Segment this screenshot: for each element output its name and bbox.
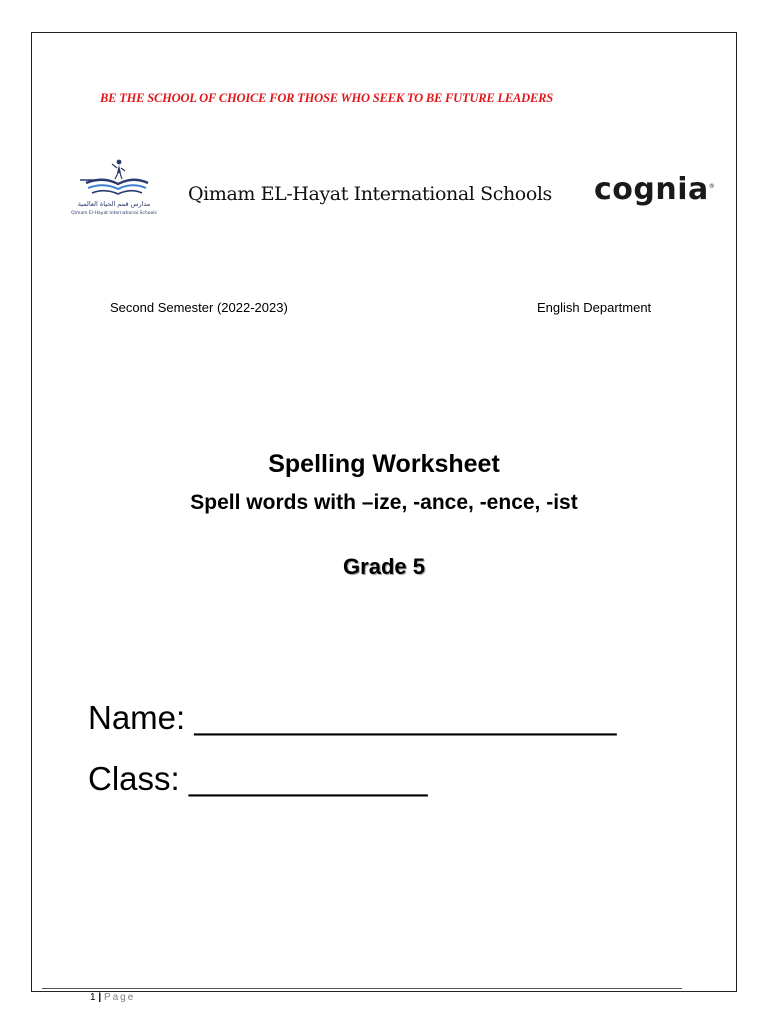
worksheet-title: Spelling Worksheet [268, 450, 500, 478]
department-label: English Department [537, 300, 652, 315]
logo-arabic-text: مدارس قمم الحياة العالمية [77, 200, 151, 208]
footer-rule [42, 988, 682, 989]
cognia-trademark: ® [708, 183, 716, 190]
class-field: Class: _____________ [88, 760, 428, 797]
school-name: Qimam EL-Hayat International Schools [188, 183, 552, 205]
cognia-logo-text: cognia [594, 172, 709, 207]
name-field: Name: _______________________ [88, 699, 617, 736]
worksheet-subtitle: Spell words with –ize, -ance, -ence, -ist [190, 491, 578, 514]
page-label: Page [103, 992, 136, 1003]
page-number: 1 [90, 992, 96, 1003]
school-logo [58, 156, 170, 228]
page-footer [90, 992, 135, 1003]
page-separator: | [98, 992, 102, 1003]
cognia-logo [594, 172, 715, 207]
book-graduate-logo-icon [58, 156, 170, 200]
logo-english-text: Qimam El-Hayat International Schools [71, 211, 157, 216]
semester-label: Second Semester (2022-2023) [110, 300, 288, 315]
school-motto: BE THE SCHOOL OF CHOICE FOR THOSE WHO SEEK TO BE FUTURE LEADERS [100, 91, 554, 105]
worksheet-grade: Grade 5 [343, 554, 425, 579]
